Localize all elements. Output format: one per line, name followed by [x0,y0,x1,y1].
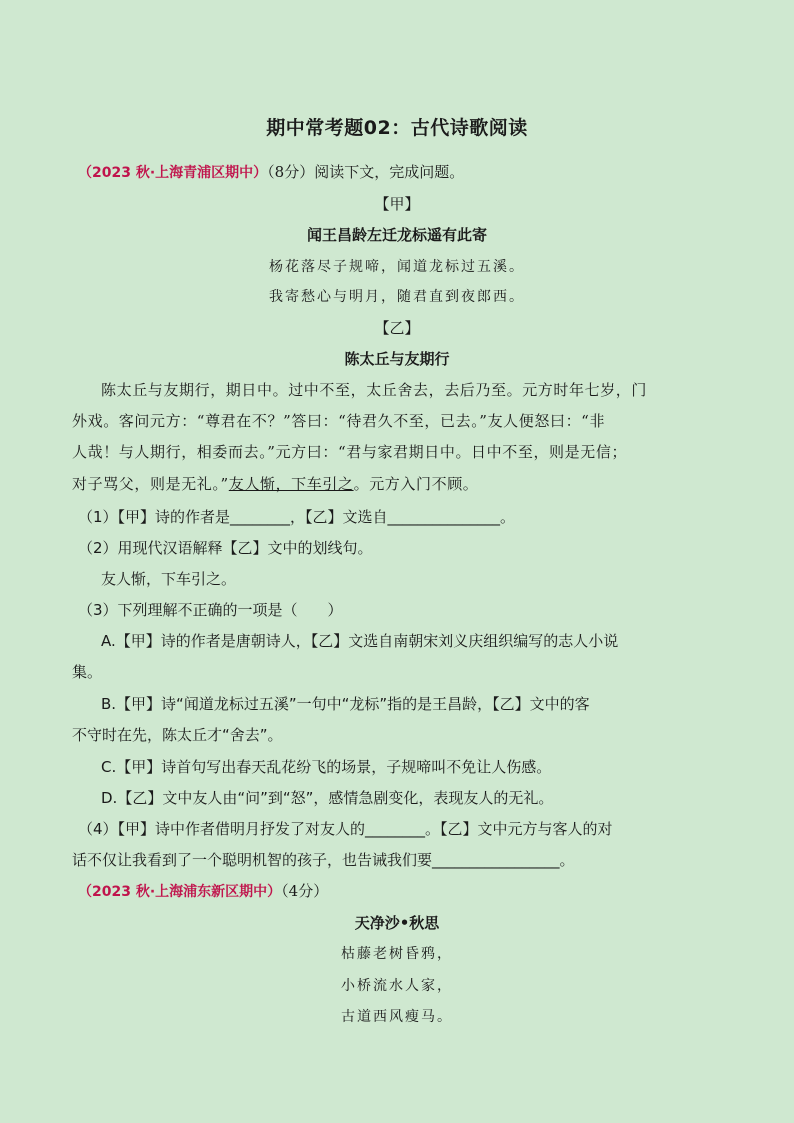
question-2-header [78,881,328,902]
question-1-intro: （8分）阅读下文，完成问题。 [267,163,465,181]
poem-2-line-2: 小桥流水人家， [341,978,453,994]
option-a-line-1: A.【甲】诗的作者是唐朝诗人，【乙】文选自南朝宋刘义庆组织编写的志人小说 [101,632,619,650]
page-title: 期中常考题02：古代诗歌阅读 [266,117,528,139]
question-1-source: （2023 秋·上海青浦区期中） [78,165,268,181]
question-1-header [78,162,464,183]
poem-2-line-3: 古道西风瘦马。 [341,1009,453,1025]
yi-paragraph-line-2: 外戏。客问元方：“尊君在不？”答曰：“待君久不至，已去。”友人便怒曰：“非 [72,412,606,430]
jia-poem-title: 闻王昌龄左迁龙标遥有此寄 [306,226,487,244]
yi-paragraph-line-1: 陈太丘与友期行，期日中。过中不至，太丘舍去，去后乃至。元方时年七岁，门 [101,381,648,399]
yi-line-4-start: 对子骂父，则是无礼。” [72,475,229,493]
poem-2-line-1: 枯藤老树昏鸦， [341,946,453,962]
yi-paragraph-line-3: 人哉！与人期行，相委而去。”元方曰：“君与家君期日中。日中不至，则是无信； [72,443,628,461]
sub-question-2: （2）用现代汉语解释【乙】文中的划线句。 [78,539,373,557]
sub-question-4-line-2: 话不仅让我看到了一个聪明机智的孩子，也告诫我们要_________________。 [72,851,575,869]
option-a-line-2: 集。 [72,663,103,681]
sub-question-3: （3）下列理解不正确的一项是（ ） [78,601,343,619]
underlined-sentence: 友人惭，下车引之 [228,475,354,493]
question-2-score: （4分） [281,882,329,900]
sub-question-4-line-1: （4）【甲】诗中作者借明月抒发了对友人的________。【乙】文中元方与客人的对 [78,820,613,838]
yi-line-4-end: 。元方入门不顾。 [353,475,479,493]
jia-label: 【甲】 [374,195,420,213]
yi-paragraph-line-4 [72,474,478,494]
yi-text-title: 陈太丘与友期行 [344,350,450,368]
option-c: C.【甲】诗首句写出春天乱花纷飞的场景，子规啼叫不免让人伤感。 [101,758,552,776]
sub-question-2-line: 友人惭，下车引之。 [101,570,237,588]
option-b-line-1: B.【甲】诗“闻道龙标过五溪”一句中“龙标”指的是王昌龄，【乙】文中的客 [101,695,590,713]
jia-poem-line-2: 我寄愁心与明月，随君直到夜郎西。 [269,289,525,305]
jia-poem-line-1: 杨花落尽子规啼，闻道龙标过五溪。 [269,259,525,275]
yi-label: 【乙】 [374,319,420,337]
question-2-source: （2023 秋·上海浦东新区期中） [78,884,282,900]
option-d: D.【乙】文中友人由“问”到“怒”，感情急剧变化，表现友人的无礼。 [101,789,554,807]
option-b-line-2: 不守时在先，陈太丘才“舍去”。 [72,726,283,744]
poem-2-title: 天净沙•秋思 [354,914,440,932]
sub-question-1: （1）【甲】诗的作者是________，【乙】文选自_______________。 [78,508,516,526]
